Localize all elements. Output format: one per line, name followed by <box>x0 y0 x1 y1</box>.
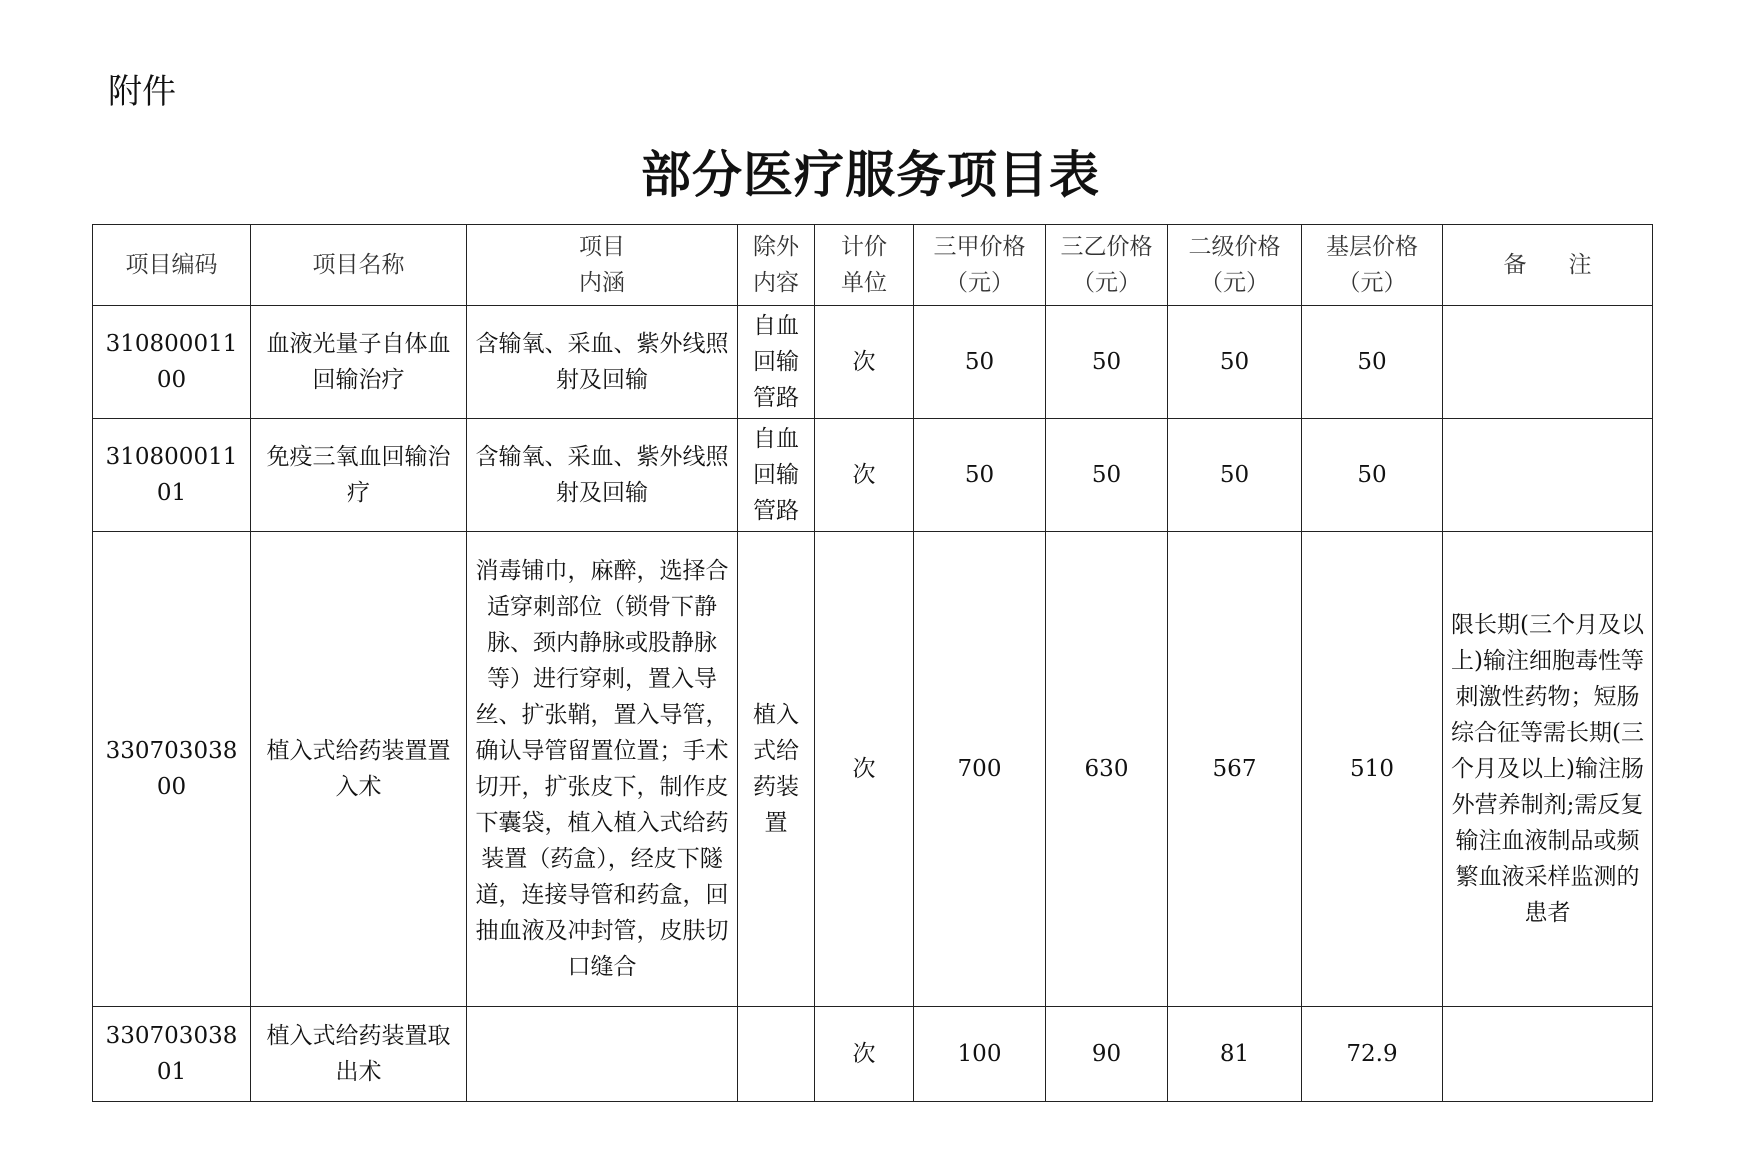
header-note: 备注 <box>1443 225 1653 306</box>
table-row <box>93 532 1653 1007</box>
cell-unit: 次 <box>815 1007 914 1102</box>
cell-price-b3: 90 <box>1046 1007 1168 1102</box>
cell-unit: 次 <box>815 306 914 419</box>
header-price-l2: 二级价格 （元） <box>1168 225 1302 306</box>
medical-service-price-table <box>92 224 1653 1102</box>
cell-code: 33070303801 <box>93 1007 251 1102</box>
cell-excluded <box>738 1007 815 1102</box>
cell-price-l2: 567 <box>1168 532 1302 1007</box>
cell-content: 含输氧、采血、紫外线照射及回输 <box>467 306 738 419</box>
cell-price-l2: 50 <box>1168 306 1302 419</box>
header-price-a3: 三甲价格 （元） <box>914 225 1046 306</box>
header-price-b3: 三乙价格 （元） <box>1046 225 1168 306</box>
cell-excluded: 自血回输管路 <box>738 419 815 532</box>
cell-note <box>1443 306 1653 419</box>
cell-price-base: 50 <box>1302 306 1443 419</box>
cell-price-l2: 81 <box>1168 1007 1302 1102</box>
cell-content: 消毒铺巾，麻醉，选择合适穿刺部位（锁骨下静脉、颈内静脉或股静脉等）进行穿刺，置入导丝、扩张鞘，置入导管，确认导管留置位置；手术切开，扩张皮下，制作皮下囊袋，植入植入式给药装置（药盒），经皮下隧道，连接导管和药盒，回抽血液及冲封管，皮肤切口缝合 <box>467 532 738 1007</box>
cell-unit: 次 <box>815 419 914 532</box>
table-header-row <box>93 225 1653 306</box>
cell-name: 血液光量子自体血回输治疗 <box>251 306 467 419</box>
cell-price-a3: 50 <box>914 306 1046 419</box>
header-excluded: 除外 内容 <box>738 225 815 306</box>
header-content: 项目 内涵 <box>467 225 738 306</box>
cell-content: 含输氧、采血、紫外线照射及回输 <box>467 419 738 532</box>
cell-name: 植入式给药装置置入术 <box>251 532 467 1007</box>
cell-price-a3: 50 <box>914 419 1046 532</box>
header-unit: 计价 单位 <box>815 225 914 306</box>
cell-note: 限长期(三个月及以上)输注细胞毒性等刺激性药物；短肠综合征等需长期(三个月及以上)输注肠外营养制剂;需反复输注血液制品或频繁血液采样监测的患者 <box>1443 532 1653 1007</box>
cell-price-base: 50 <box>1302 419 1443 532</box>
cell-unit: 次 <box>815 532 914 1007</box>
header-name: 项目名称 <box>251 225 467 306</box>
cell-code: 33070303800 <box>93 532 251 1007</box>
cell-note <box>1443 1007 1653 1102</box>
cell-price-l2: 50 <box>1168 419 1302 532</box>
cell-content <box>467 1007 738 1102</box>
header-price-base: 基层价格 （元） <box>1302 225 1443 306</box>
table-row <box>93 1007 1653 1102</box>
cell-code: 31080001100 <box>93 306 251 419</box>
table-row <box>93 419 1653 532</box>
cell-price-a3: 100 <box>914 1007 1046 1102</box>
header-code: 项目编码 <box>93 225 251 306</box>
cell-excluded: 自血回输管路 <box>738 306 815 419</box>
cell-code: 31080001101 <box>93 419 251 532</box>
cell-name: 植入式给药装置取出术 <box>251 1007 467 1102</box>
cell-price-a3: 700 <box>914 532 1046 1007</box>
cell-price-b3: 50 <box>1046 306 1168 419</box>
attachment-label: 附件 <box>108 72 176 112</box>
document-title: 部分医疗服务项目表 <box>641 145 1100 204</box>
cell-name: 免疫三氧血回输治疗 <box>251 419 467 532</box>
table-row <box>93 306 1653 419</box>
cell-excluded: 植入式给药装置 <box>738 532 815 1007</box>
cell-price-base: 72.9 <box>1302 1007 1443 1102</box>
cell-price-b3: 50 <box>1046 419 1168 532</box>
cell-note <box>1443 419 1653 532</box>
cell-price-b3: 630 <box>1046 532 1168 1007</box>
cell-price-base: 510 <box>1302 532 1443 1007</box>
